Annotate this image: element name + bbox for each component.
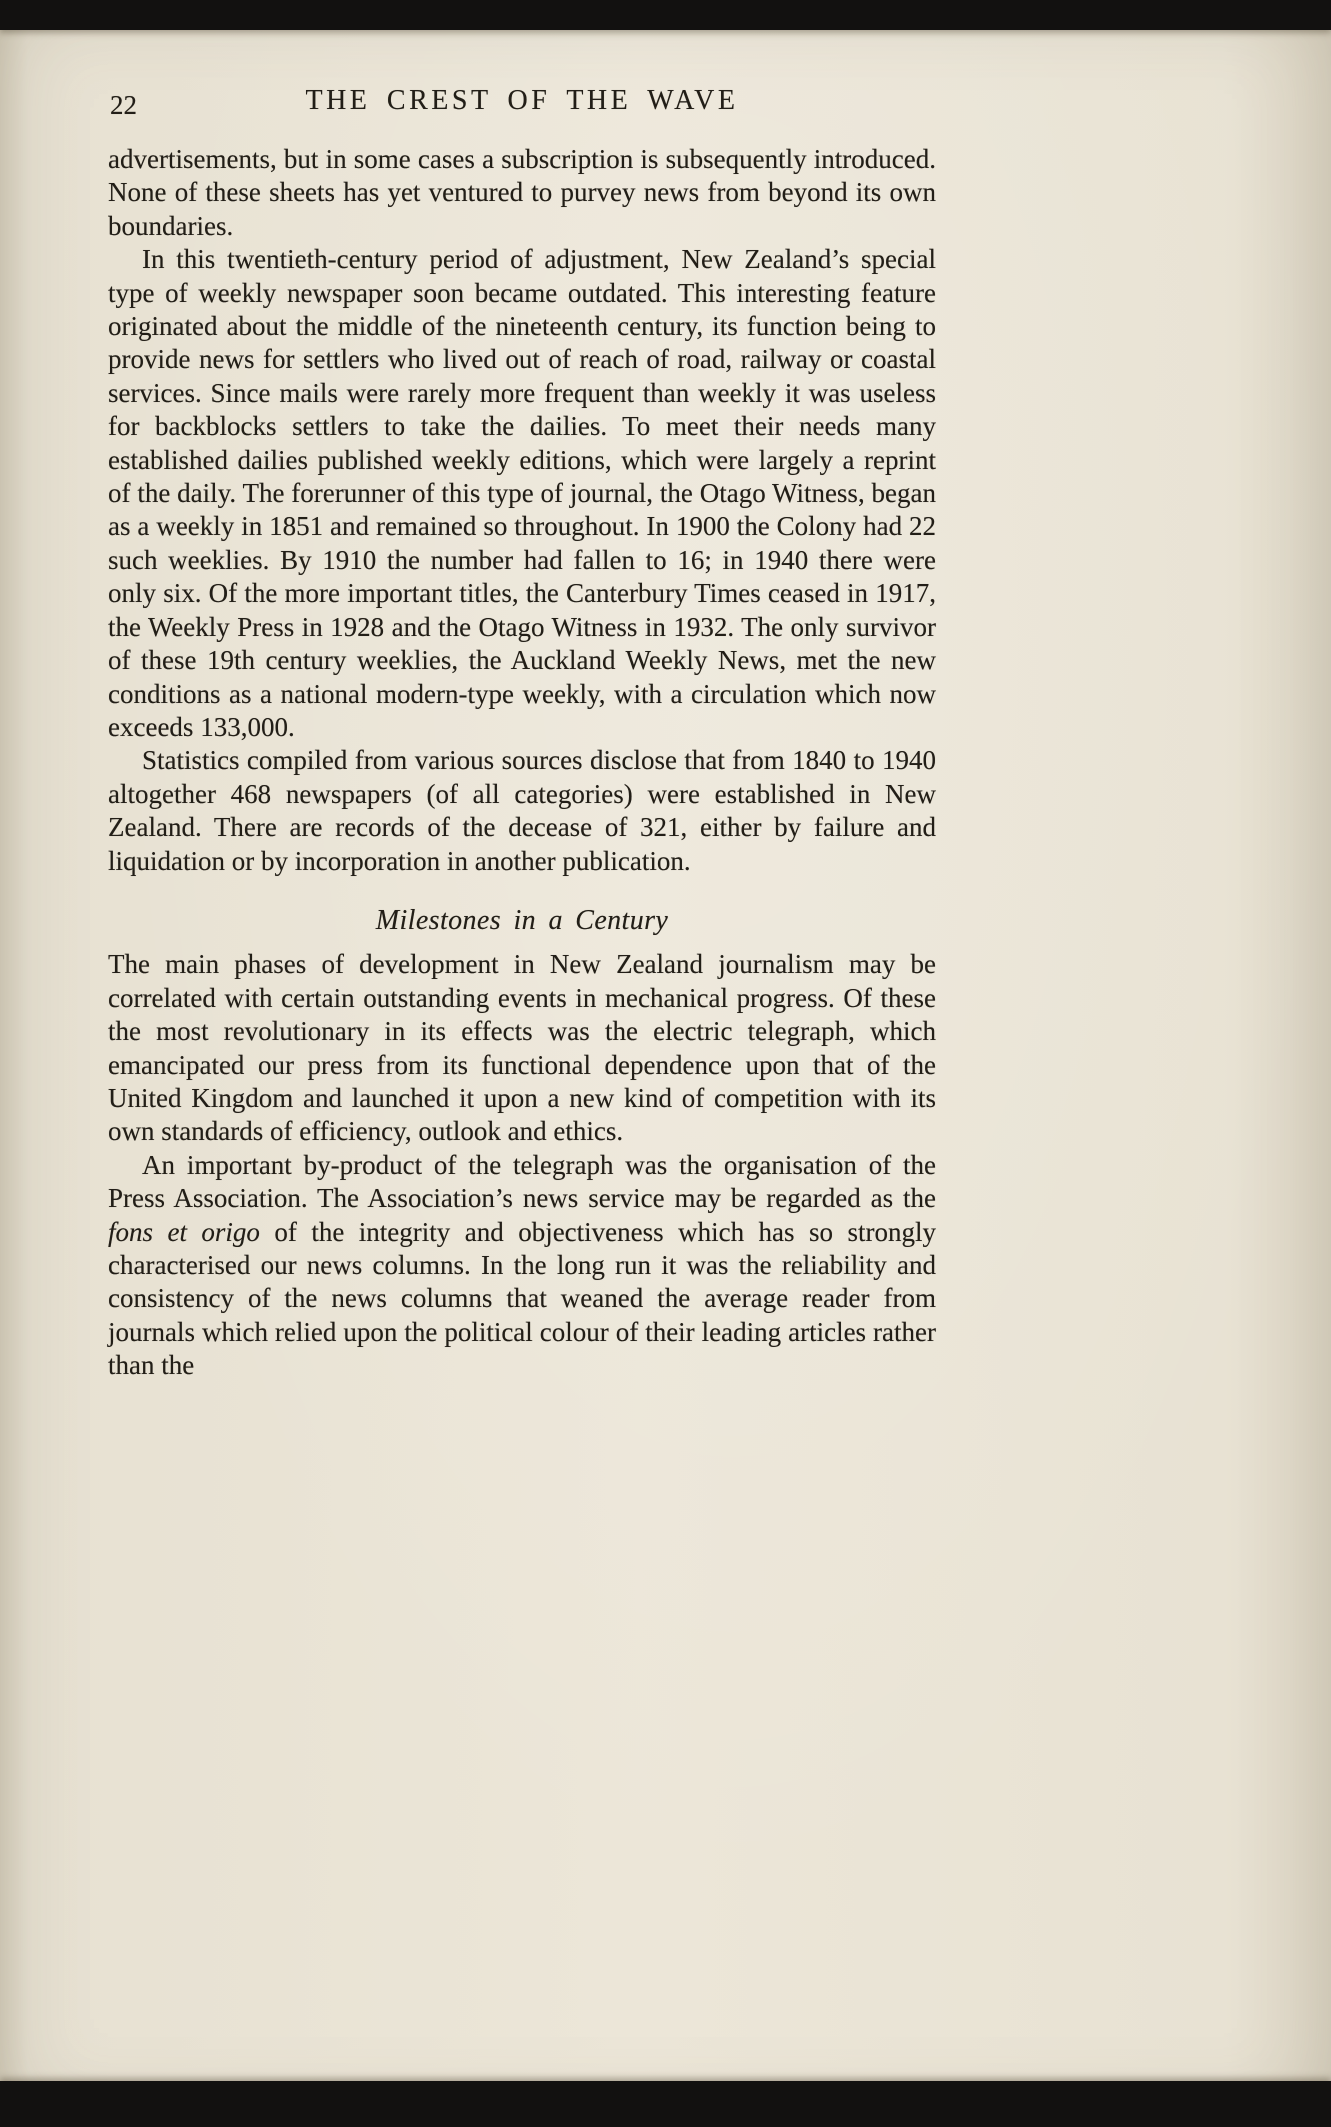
- text-block: [108, 84, 936, 1383]
- section-heading: Milestones in a Century: [375, 904, 669, 936]
- paragraph-4: The main phases of development in New Zealand journalism may be correlated with certain outstanding events in mechanical progress. Of these the most revolutionary in its effects was the electric telegraph, which emancipated our press from its functional dependence upon that of the United Kingdom and launched it upon a new kind of competition with its own standards of efficiency, outlook and ethics.: [108, 949, 936, 1147]
- paragraph-2: In this twentieth-century period of adjustment, New Zealand’s special type of weekly newspaper soon became outdated. This interesting feature originated about the middle of the nineteenth century, its function being to provide news for settlers who lived out of reach of road, railway or coastal services. Since mails were rarely more frequent than weekly it was useless for backblocks settlers to take the dailies. To meet their needs many established dailies published weekly editions, which were largely a reprint of the daily. The forerunner of this type of journal, the Otago Witness, began as a weekly in 1851 and remained so throughout. In 1900 the Colony had 22 such weeklies. By 1910 the number had fallen to 16; in 1940 there were only six. Of the more important titles, the Canterbury Times ceased in 1917, the Weekly Press in 1928 and the Otago Witness in 1932. The only survivor of these 19th century weeklies, the Auckland Weekly News, met the new conditions as a national modern-type weekly, with a circulation which now exceeds 133,000.: [108, 244, 936, 742]
- scan-edge-bottom: [0, 2081, 1331, 2127]
- paragraph-3: Statistics compiled from various sources disclose that from 1840 to 1940 altogether 468 newspapers (of all categories) were established in New Zealand. There are records of the decease of 321, either by failure and liquidation or by incorporation in another publication.: [108, 745, 936, 876]
- scan-edge-top: [0, 0, 1331, 30]
- page-number: 22: [110, 90, 137, 120]
- paragraph-5-segment-after: of the integrity and objectiveness which has so strongly characterised our news columns. In the long run it was the reliability and consistency of the news columns that weaned the average reader from journals which relied upon the political colour of their leading articles rather than the: [108, 1216, 936, 1381]
- paragraph-5: [108, 1149, 936, 1383]
- paragraph-5-segment-before: An important by-product of the telegraph was the organisation of the Press Association. The Association’s news service may be regarded as the: [108, 1149, 936, 1214]
- page-header: [108, 84, 936, 128]
- paragraph-1: advertisements, but in some cases a subscription is subsequently introduced. None of these sheets has yet ventured to purvey news from beyond its own boundaries.: [108, 144, 936, 241]
- paragraph-5-italic-phrase: fons et origo: [108, 1216, 260, 1247]
- running-head: THE CREST OF THE WAVE: [305, 85, 739, 116]
